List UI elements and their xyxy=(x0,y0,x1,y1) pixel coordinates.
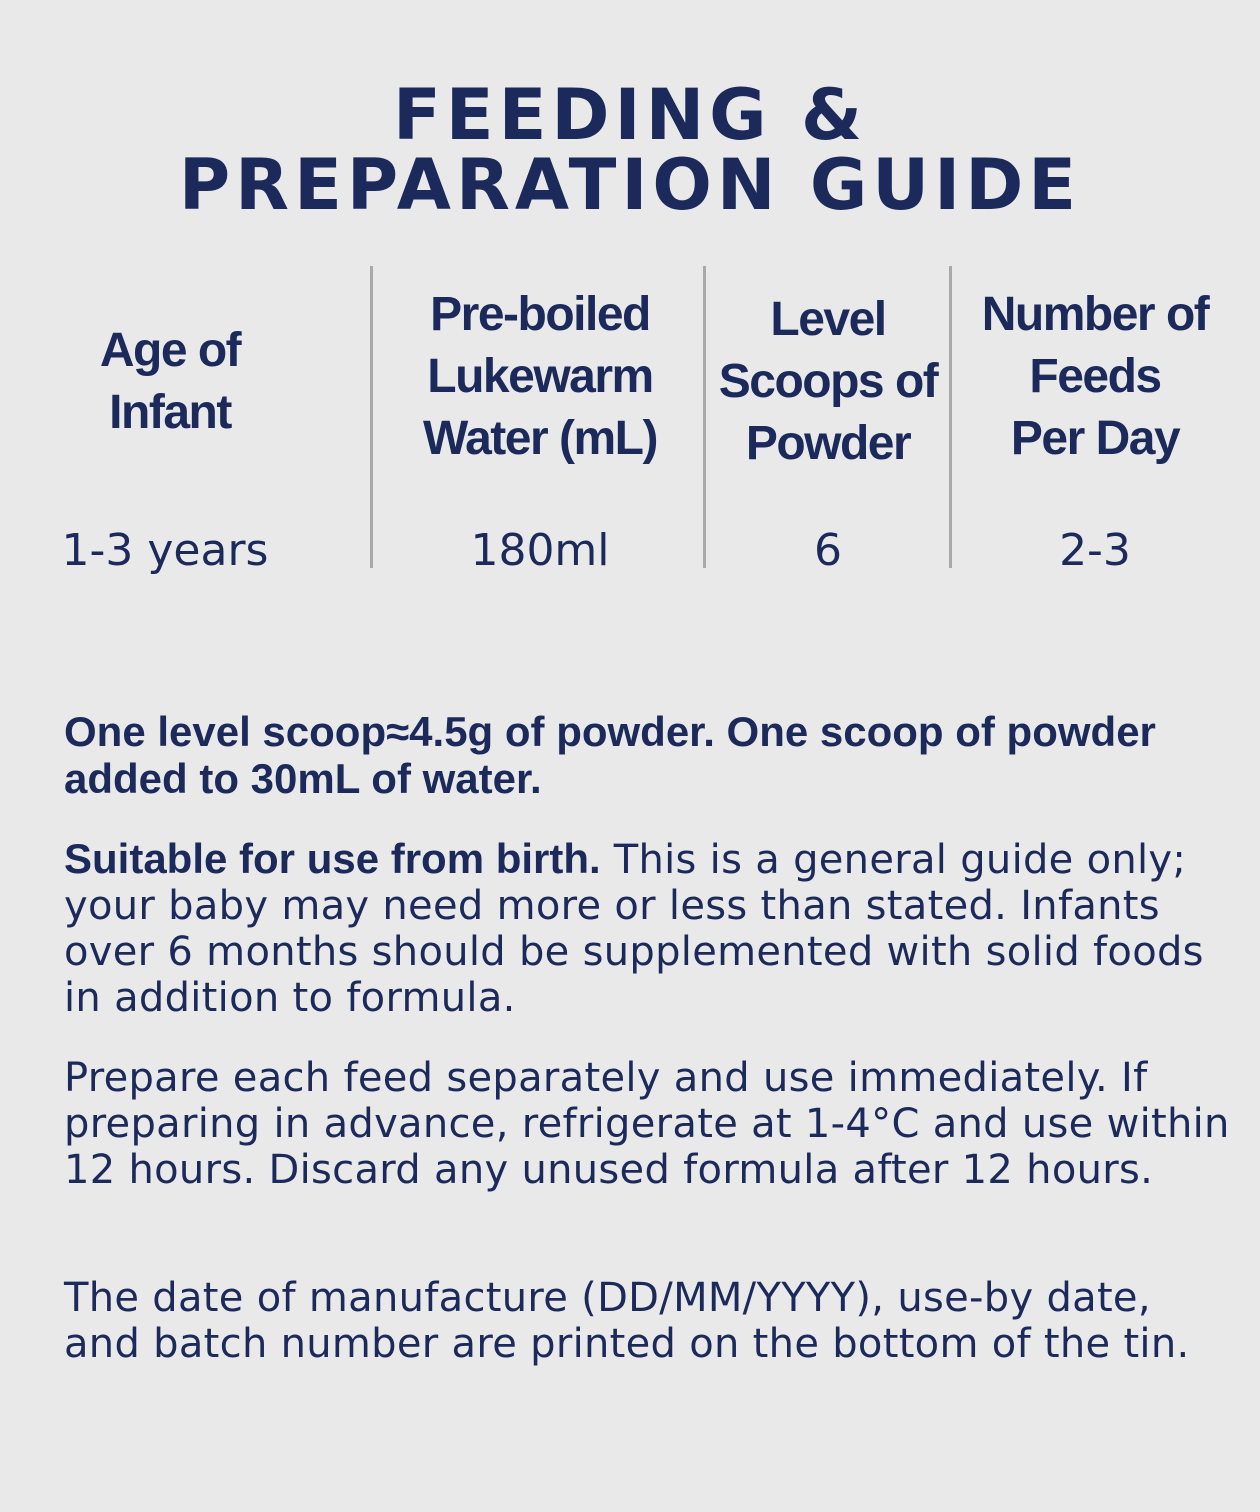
column-divider xyxy=(949,266,952,568)
header-line: Water (mL) xyxy=(423,412,657,465)
header-line: Feeds xyxy=(1029,350,1161,403)
cell-age: 1-3 years xyxy=(61,525,269,576)
header-line: Level xyxy=(770,293,886,346)
header-line: Scoops of xyxy=(718,355,938,408)
cell-feeds: 2-3 xyxy=(1059,525,1131,576)
suitable-text: This is a general guide only; your baby may need more or less than stated. Infants over 6 months should be supplemented with solid foods in addition to formula. xyxy=(64,837,1204,1021)
cell-water: 180ml xyxy=(470,525,610,576)
header-line: Infant xyxy=(109,386,231,439)
header-feeds-per-day xyxy=(960,284,1230,470)
date-info-paragraph: The date of manufacture (DD/MM/YYYY), use-by date, and batch number are printed on the bottom of the tin. xyxy=(64,1275,1190,1367)
column-divider xyxy=(370,266,373,568)
header-line: Per Day xyxy=(1010,412,1180,465)
header-line: Powder xyxy=(745,417,911,470)
header-line: Pre-boiled xyxy=(430,288,650,341)
header-line: Age of xyxy=(99,324,241,377)
page-title-line-1: FEEDING & xyxy=(392,74,868,156)
prepare-paragraph: Prepare each feed separately and use immediately. If preparing in advance, refrigerate at 1-4°C and use within 12 hours. Discard any unused formula after 12 hours. xyxy=(64,1055,1230,1193)
header-line: Lukewarm xyxy=(427,350,653,403)
header-age-of-infant xyxy=(40,320,300,444)
cell-scoops: 6 xyxy=(814,525,842,576)
scoop-note: One level scoop≈4.5g of powder. One scoop of powder added to 30mL of water. xyxy=(64,708,1156,802)
header-water-ml xyxy=(390,284,690,470)
header-line: Number of xyxy=(981,288,1209,341)
header-scoops-of-powder xyxy=(708,289,948,475)
column-divider xyxy=(703,266,706,568)
suitable-paragraph xyxy=(64,836,1234,1021)
page-title-line-2: PREPARATION GUIDE xyxy=(178,144,1082,226)
suitable-lead: Suitable for use from birth. xyxy=(64,835,601,882)
